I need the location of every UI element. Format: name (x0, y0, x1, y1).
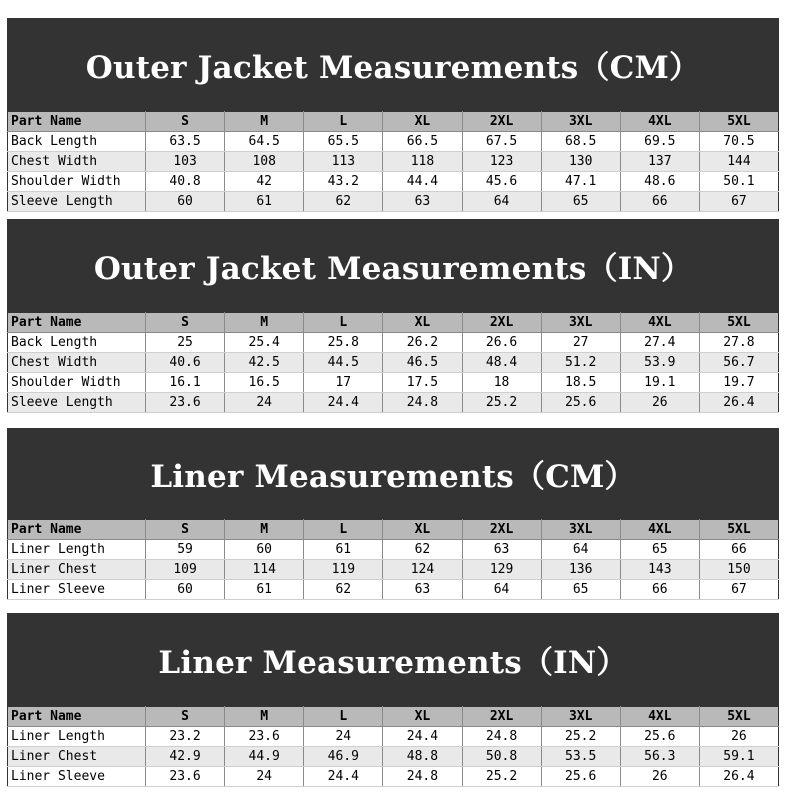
table-cell: 61 (225, 192, 304, 212)
table-cell: 24.4 (383, 727, 462, 747)
table-cell: 61 (225, 580, 304, 600)
table-cell: 48.8 (383, 747, 462, 767)
table-cell: 18 (462, 373, 541, 393)
row-label: Sleeve Length (8, 192, 146, 212)
table-cell: 67 (699, 580, 778, 600)
table-cell: 113 (304, 152, 383, 172)
table-cell: 50.8 (462, 747, 541, 767)
table-row (8, 152, 779, 172)
table-cell: 64 (541, 540, 620, 560)
table-cell: 61 (304, 540, 383, 560)
table-header-row (8, 112, 779, 132)
table-cell: 19.1 (620, 373, 699, 393)
column-header-size: 5XL (699, 707, 778, 727)
table-cell: 123 (462, 152, 541, 172)
column-header-size: 5XL (699, 520, 778, 540)
table-cell: 53.9 (620, 353, 699, 373)
table-cell: 70.5 (699, 132, 778, 152)
row-label: Sleeve Length (8, 393, 146, 413)
table-row (8, 373, 779, 393)
table-cell: 59 (146, 540, 225, 560)
table-cell: 44.9 (225, 747, 304, 767)
table-cell: 40.6 (146, 353, 225, 373)
column-header-size: S (146, 707, 225, 727)
table-cell: 62 (304, 580, 383, 600)
table-cell: 24.4 (304, 393, 383, 413)
row-label: Back Length (8, 132, 146, 152)
column-header-size: S (146, 520, 225, 540)
measurement-table (7, 111, 779, 212)
table-cell: 24 (225, 767, 304, 787)
table-cell: 16.5 (225, 373, 304, 393)
table-cell: 50.1 (699, 172, 778, 192)
table-row (8, 540, 779, 560)
table-cell: 69.5 (620, 132, 699, 152)
table-row (8, 333, 779, 353)
table-cell: 48.6 (620, 172, 699, 192)
table-cell: 19.7 (699, 373, 778, 393)
table-cell: 62 (304, 192, 383, 212)
column-header-size: 4XL (620, 313, 699, 333)
column-header-size: S (146, 112, 225, 132)
measurement-table (7, 312, 779, 413)
table-cell: 68.5 (541, 132, 620, 152)
row-label: Liner Length (8, 727, 146, 747)
table-cell: 60 (225, 540, 304, 560)
table-cell: 63.5 (146, 132, 225, 152)
column-header-size: M (225, 112, 304, 132)
column-header-size: XL (383, 707, 462, 727)
table-cell: 26 (620, 767, 699, 787)
table-cell: 47.1 (541, 172, 620, 192)
table-cell: 65 (541, 192, 620, 212)
table-cell: 119 (304, 560, 383, 580)
table-cell: 53.5 (541, 747, 620, 767)
size-chart-outer-in (7, 219, 779, 413)
size-chart-liner-cm (7, 428, 779, 600)
table-cell: 25.2 (462, 393, 541, 413)
table-cell: 24.8 (383, 393, 462, 413)
table-cell: 24.8 (462, 727, 541, 747)
table-cell: 66 (620, 192, 699, 212)
table-cell: 46.9 (304, 747, 383, 767)
row-label: Liner Chest (8, 560, 146, 580)
table-cell: 65.5 (304, 132, 383, 152)
column-header-size: 3XL (541, 520, 620, 540)
table-cell: 64 (462, 192, 541, 212)
table-cell: 26 (699, 727, 778, 747)
table-cell: 25.8 (304, 333, 383, 353)
column-header-size: 4XL (620, 707, 699, 727)
table-cell: 25.2 (462, 767, 541, 787)
table-cell: 56.3 (620, 747, 699, 767)
table-cell: 109 (146, 560, 225, 580)
table-header-row (8, 707, 779, 727)
table-cell: 24 (225, 393, 304, 413)
table-row (8, 353, 779, 373)
row-label: Chest Width (8, 152, 146, 172)
table-cell: 114 (225, 560, 304, 580)
column-header-size: 2XL (462, 520, 541, 540)
size-chart-liner-in (7, 613, 779, 787)
column-header-size: 2XL (462, 707, 541, 727)
table-cell: 24.4 (304, 767, 383, 787)
table-row (8, 767, 779, 787)
size-chart-outer-cm (7, 18, 779, 212)
column-header-size: L (304, 112, 383, 132)
table-cell: 42 (225, 172, 304, 192)
table-row (8, 747, 779, 767)
column-header-part-name: Part Name (8, 520, 146, 540)
measurement-table (7, 706, 779, 787)
table-cell: 17 (304, 373, 383, 393)
table-cell: 44.4 (383, 172, 462, 192)
column-header-size: 3XL (541, 707, 620, 727)
table-cell: 48.4 (462, 353, 541, 373)
table-cell: 18.5 (541, 373, 620, 393)
column-header-size: 3XL (541, 112, 620, 132)
row-label: Liner Sleeve (8, 767, 146, 787)
table-cell: 44.5 (304, 353, 383, 373)
table-cell: 63 (383, 192, 462, 212)
table-cell: 25.6 (620, 727, 699, 747)
table-cell: 63 (462, 540, 541, 560)
table-title: Liner Measurements（CM） (7, 428, 779, 519)
table-cell: 144 (699, 152, 778, 172)
column-header-size: 2XL (462, 112, 541, 132)
table-cell: 60 (146, 192, 225, 212)
column-header-part-name: Part Name (8, 112, 146, 132)
column-header-size: 5XL (699, 313, 778, 333)
table-cell: 24 (304, 727, 383, 747)
table-cell: 67 (699, 192, 778, 212)
table-cell: 25.6 (541, 767, 620, 787)
table-cell: 23.6 (225, 727, 304, 747)
table-row (8, 580, 779, 600)
row-label: Shoulder Width (8, 373, 146, 393)
table-cell: 130 (541, 152, 620, 172)
row-label: Liner Sleeve (8, 580, 146, 600)
column-header-size: 3XL (541, 313, 620, 333)
table-cell: 42.5 (225, 353, 304, 373)
table-cell: 67.5 (462, 132, 541, 152)
row-label: Liner Chest (8, 747, 146, 767)
column-header-size: 4XL (620, 112, 699, 132)
table-row (8, 132, 779, 152)
column-header-size: 5XL (699, 112, 778, 132)
table-cell: 51.2 (541, 353, 620, 373)
column-header-size: S (146, 313, 225, 333)
table-cell: 65 (620, 540, 699, 560)
column-header-size: XL (383, 313, 462, 333)
table-cell: 25.2 (541, 727, 620, 747)
table-row (8, 560, 779, 580)
table-cell: 45.6 (462, 172, 541, 192)
table-cell: 62 (383, 540, 462, 560)
table-row (8, 192, 779, 212)
table-cell: 24.8 (383, 767, 462, 787)
table-header-row (8, 313, 779, 333)
table-cell: 27.8 (699, 333, 778, 353)
table-cell: 66 (699, 540, 778, 560)
column-header-part-name: Part Name (8, 707, 146, 727)
table-cell: 26.2 (383, 333, 462, 353)
column-header-part-name: Part Name (8, 313, 146, 333)
table-cell: 143 (620, 560, 699, 580)
table-cell: 25.4 (225, 333, 304, 353)
table-cell: 23.2 (146, 727, 225, 747)
table-cell: 56.7 (699, 353, 778, 373)
table-header-row (8, 520, 779, 540)
row-label: Back Length (8, 333, 146, 353)
table-cell: 103 (146, 152, 225, 172)
table-cell: 136 (541, 560, 620, 580)
table-cell: 23.6 (146, 767, 225, 787)
table-cell: 108 (225, 152, 304, 172)
table-cell: 150 (699, 560, 778, 580)
table-cell: 26.6 (462, 333, 541, 353)
table-cell: 64 (462, 580, 541, 600)
column-header-size: 4XL (620, 520, 699, 540)
table-cell: 25 (146, 333, 225, 353)
table-cell: 66 (620, 580, 699, 600)
table-cell: 27.4 (620, 333, 699, 353)
table-title: Outer Jacket Measurements（CM） (7, 18, 779, 111)
column-header-size: 2XL (462, 313, 541, 333)
table-cell: 26.4 (699, 393, 778, 413)
table-cell: 63 (383, 580, 462, 600)
column-header-size: XL (383, 112, 462, 132)
table-cell: 46.5 (383, 353, 462, 373)
table-cell: 25.6 (541, 393, 620, 413)
table-title: Liner Measurements（IN） (7, 613, 779, 706)
table-cell: 118 (383, 152, 462, 172)
table-row (8, 393, 779, 413)
table-cell: 26.4 (699, 767, 778, 787)
table-cell: 59.1 (699, 747, 778, 767)
column-header-size: M (225, 520, 304, 540)
table-cell: 65 (541, 580, 620, 600)
table-title: Outer Jacket Measurements（IN） (7, 219, 779, 312)
row-label: Liner Length (8, 540, 146, 560)
table-cell: 17.5 (383, 373, 462, 393)
table-cell: 26 (620, 393, 699, 413)
table-cell: 40.8 (146, 172, 225, 192)
row-label: Shoulder Width (8, 172, 146, 192)
table-cell: 42.9 (146, 747, 225, 767)
column-header-size: L (304, 707, 383, 727)
table-cell: 27 (541, 333, 620, 353)
table-cell: 16.1 (146, 373, 225, 393)
column-header-size: L (304, 313, 383, 333)
column-header-size: M (225, 313, 304, 333)
table-cell: 60 (146, 580, 225, 600)
table-cell: 137 (620, 152, 699, 172)
table-row (8, 172, 779, 192)
table-row (8, 727, 779, 747)
table-cell: 129 (462, 560, 541, 580)
table-cell: 66.5 (383, 132, 462, 152)
measurement-table (7, 519, 779, 600)
table-cell: 124 (383, 560, 462, 580)
column-header-size: M (225, 707, 304, 727)
column-header-size: L (304, 520, 383, 540)
table-cell: 64.5 (225, 132, 304, 152)
table-cell: 43.2 (304, 172, 383, 192)
column-header-size: XL (383, 520, 462, 540)
table-cell: 23.6 (146, 393, 225, 413)
row-label: Chest Width (8, 353, 146, 373)
